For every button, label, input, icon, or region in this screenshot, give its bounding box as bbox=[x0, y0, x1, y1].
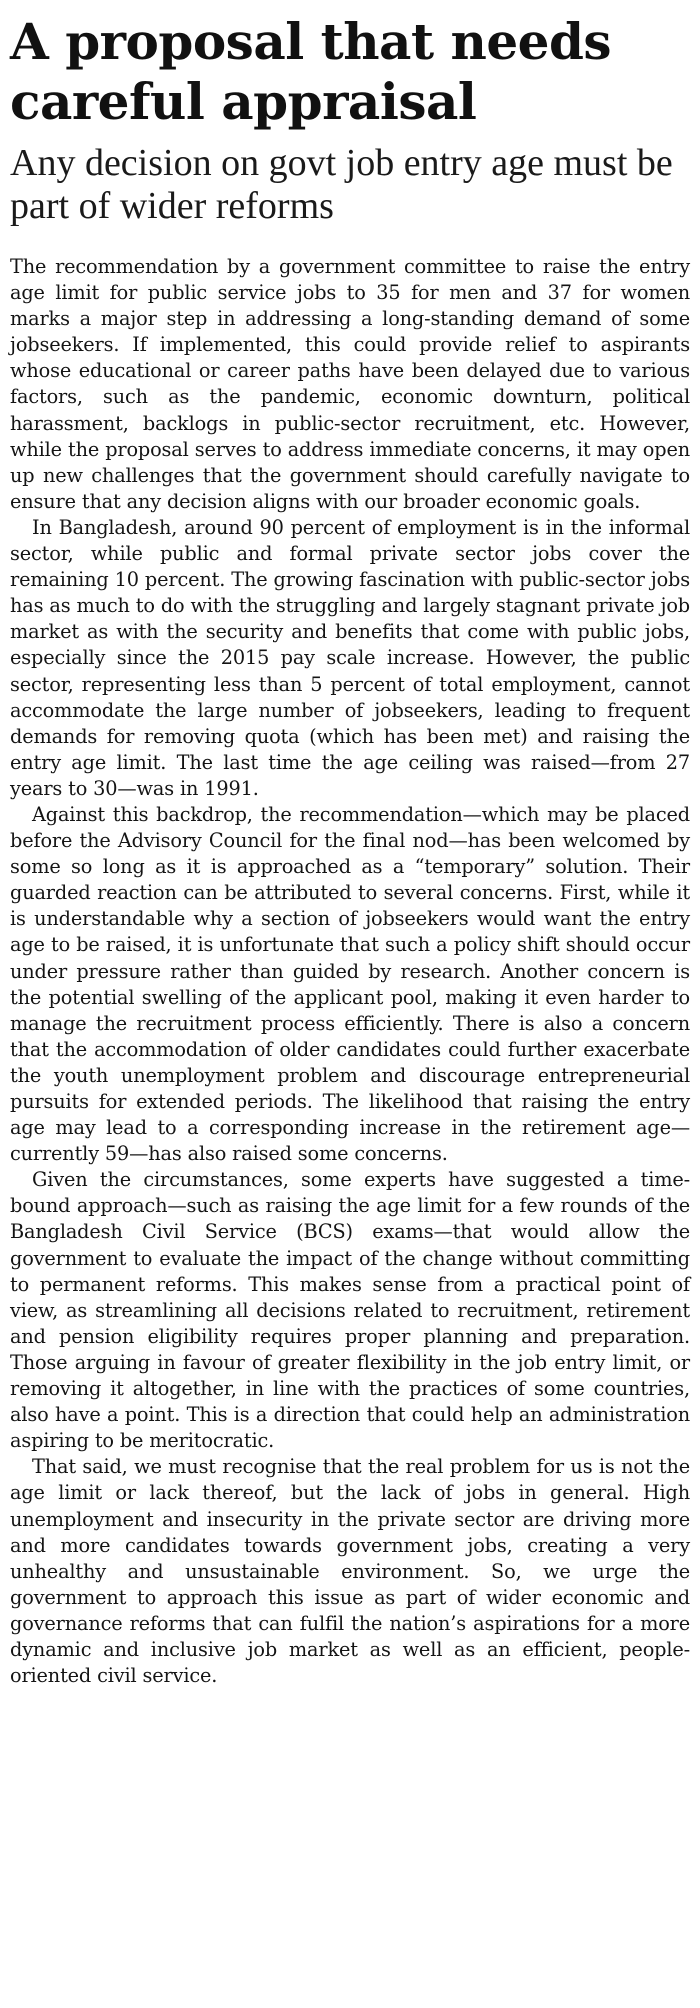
subheadline: Any decision on govt job entry age must be part of wider reforms bbox=[10, 142, 673, 227]
article-body bbox=[10, 254, 690, 1689]
paragraph: The recommendation by a government committee to raise the entry age limit for public service jobs to 35 for men and 37 for women marks a major step in addressing a long-standing demand of some jobseekers. If implemented, this could provide relief to aspirants whose educational or career paths have been delayed due to various factors, such as the pandemic, economic downturn, political harassment, backlogs in public-sector recruitment, etc. However, while the proposal serves to address immediate concerns, it may open up new challenges that the government should carefully navigate to ensure that any decision aligns with our broader economic goals. bbox=[10, 255, 690, 513]
paragraph: That said, we must recognise that the real problem for us is not the age limit or lack thereof, but the lack of jobs in general. High unemployment and insecurity in the private sector are driving more and more candidates towards government jobs, creating a very unhealthy and unsustainable environment. So, we urge the government to approach this issue as part of wider economic and governance reforms that can fulfil the nation’s aspirations for a more dynamic and inclusive job market as well as an efficient, people-oriented civil service. bbox=[10, 1455, 690, 1688]
paragraph: In Bangladesh, around 90 percent of employment is in the informal sector, while public and formal private sector jobs cover the remaining 10 percent. The growing fascination with public-sector jobs has as much to do with the struggling and largely stagnant private job market as with the security and benefits that come with public jobs, especially since the 2015 pay scale increase. However, the public sector, representing less than 5 percent of total employment, cannot accommodate the large number of jobseekers, leading to frequent demands for removing quota (which has been met) and raising the entry age limit. The last time the age ceiling was raised—from 27 years to 30—was in 1991. bbox=[10, 515, 690, 800]
paragraph: Against this backdrop, the recommendation—which may be placed before the Advisory Council for the final nod—has been welcomed by some so long as it is approached as a “temporary” solution. Their guarded reaction can be attributed to several concerns. First, while it is understandable why a section of jobseekers would want the entry age to be raised, it is unfortunate that such a policy shift should occur under pressure rather than guided by research. Another concern is the potential swelling of the applicant pool, making it even harder to manage the recruitment process efficiently. There is also a concern that the accommodation of older candidates could further exacerbate the youth unemployment problem and discourage entrepreneurial pursuits for extended periods. The likelihood that raising the entry age may lead to a corresponding increase in the retirement age—currently 59—has also raised some concerns. bbox=[10, 802, 690, 1166]
headline: A proposal that needs careful appraisal bbox=[10, 12, 612, 131]
paragraph: Given the circumstances, some experts have suggested a time-bound approach—such as raising the age limit for a few rounds of the Bangladesh Civil Service (BCS) exams—that would allow the government to evaluate the impact of the change without committing to permanent reforms. This makes sense from a practical point of view, as streamlining all decisions related to recruitment, retirement and pension eligibility requires proper planning and preparation. Those arguing in favour of greater flexibility in the job entry limit, or removing it altogether, in line with the practices of some countries, also have a point. This is a direction that could help an administration aspiring to be meritocratic. bbox=[10, 1168, 690, 1453]
